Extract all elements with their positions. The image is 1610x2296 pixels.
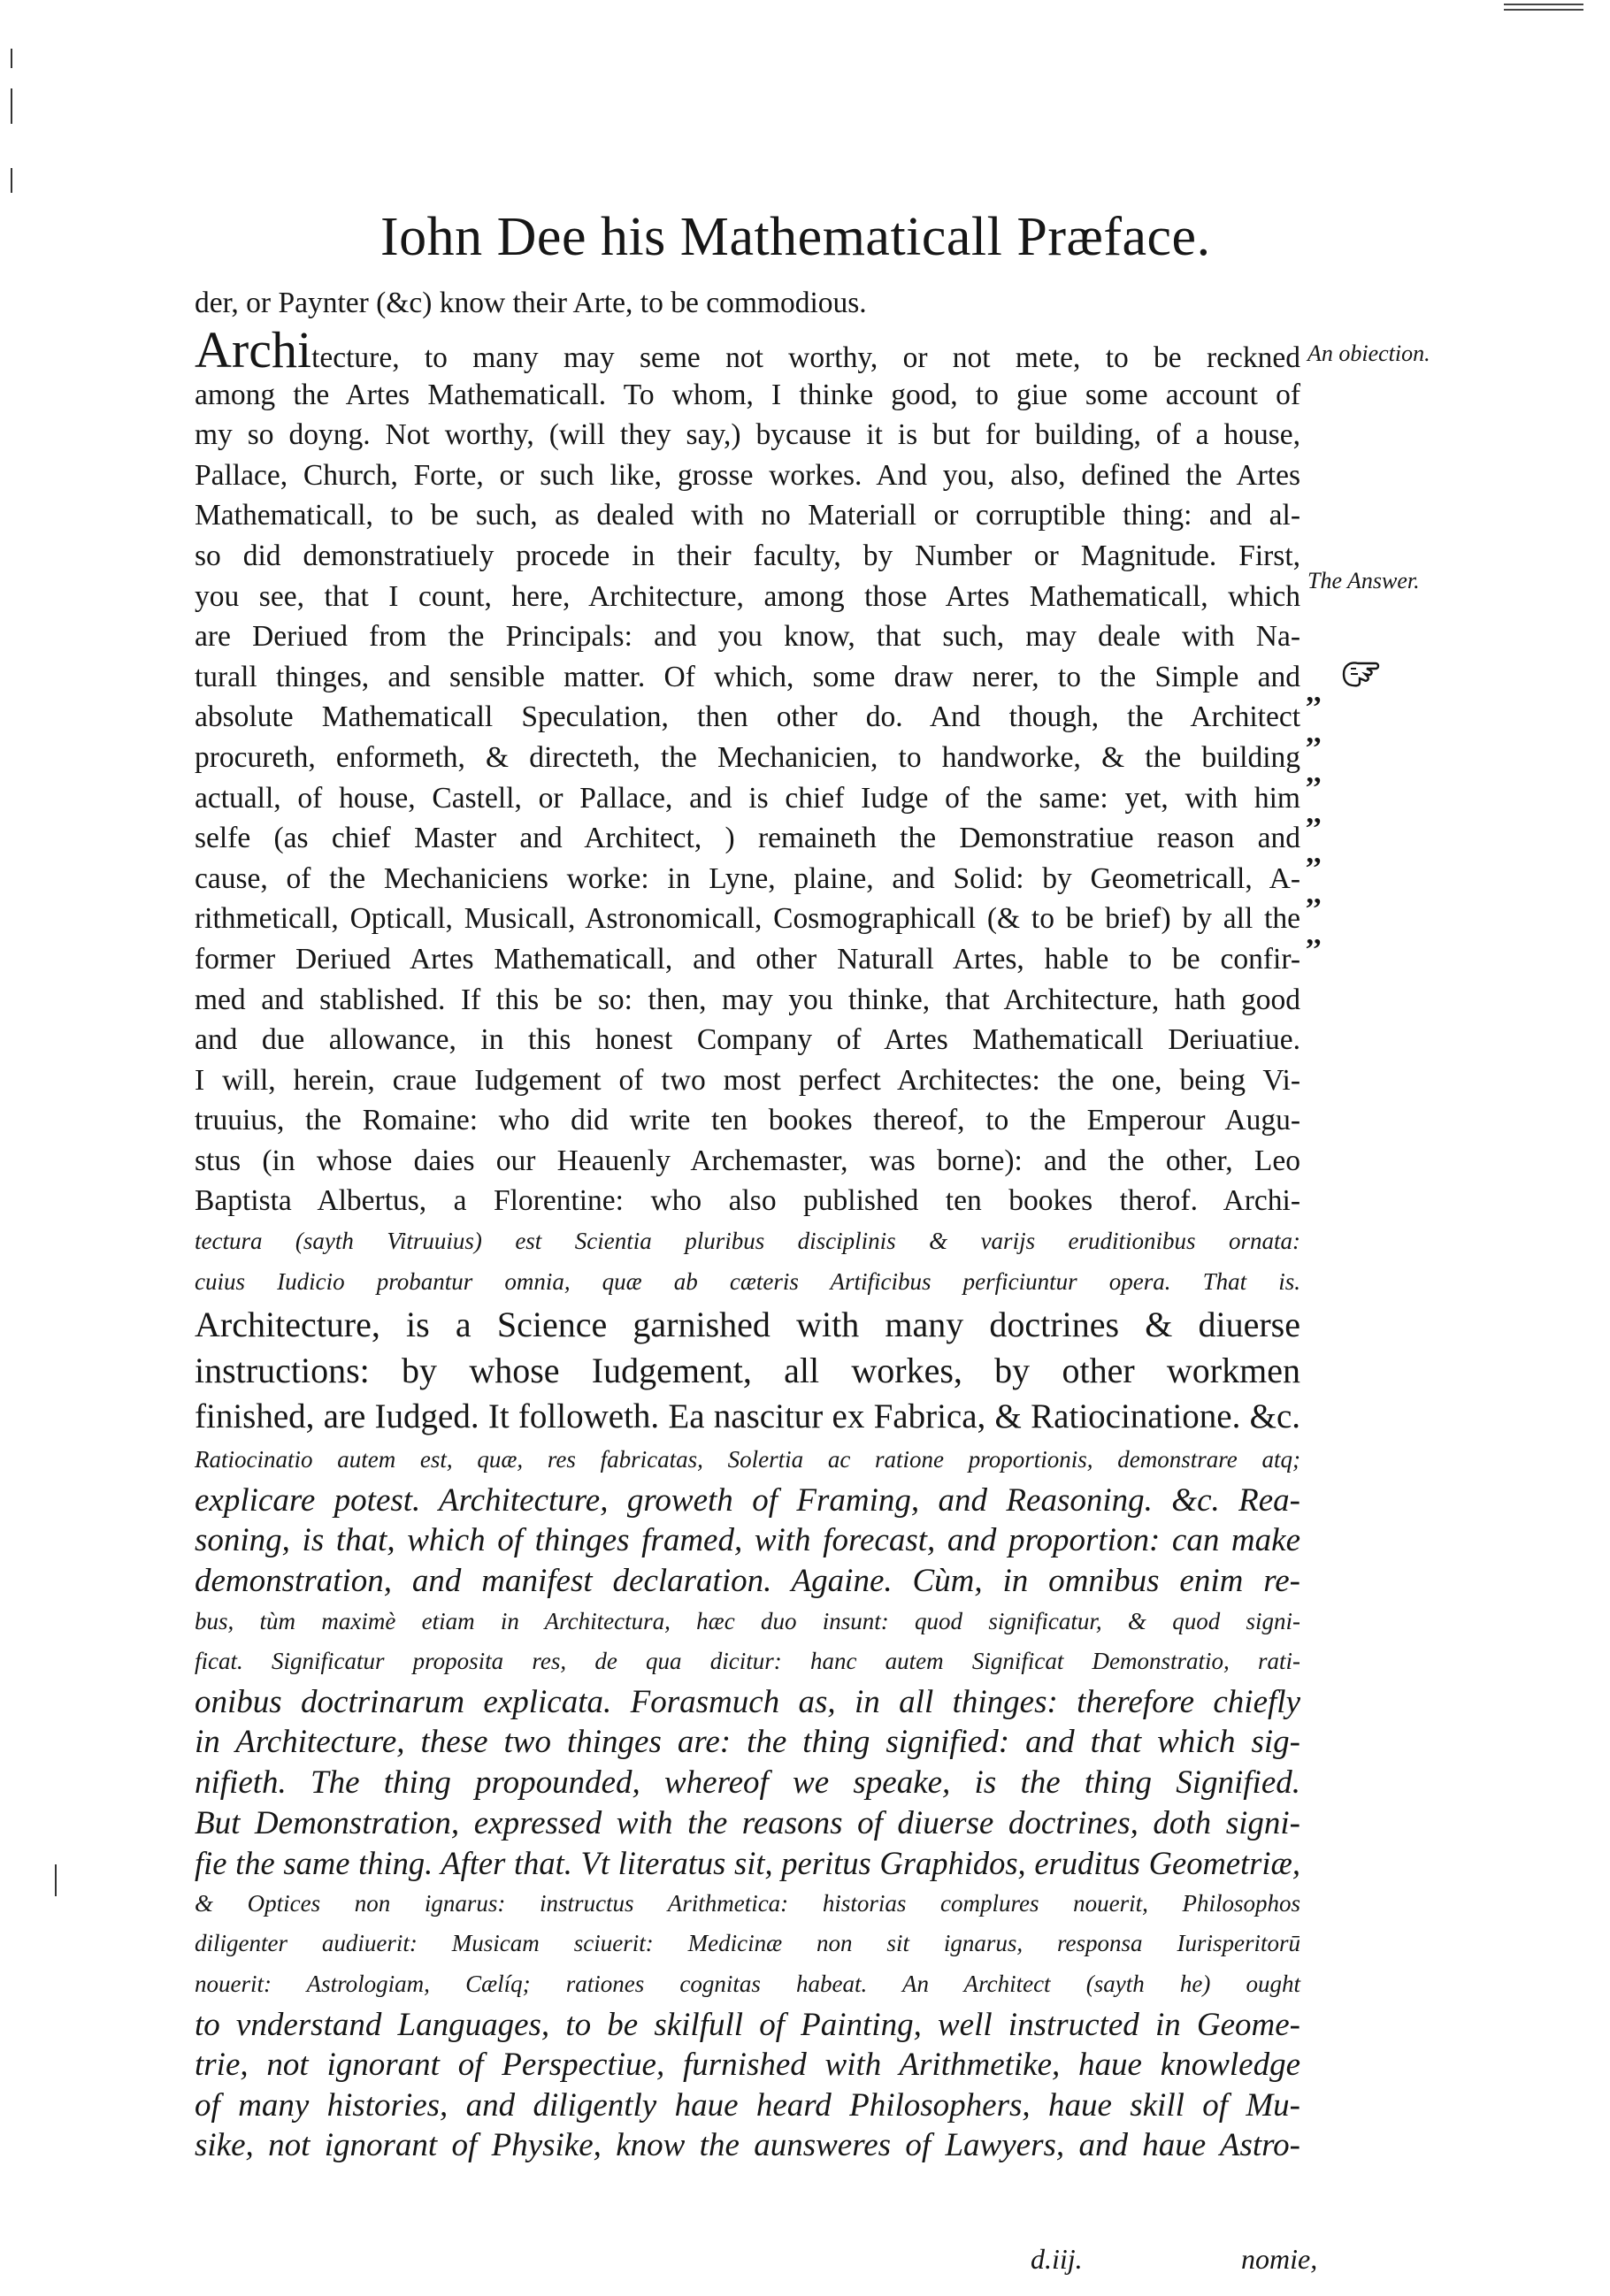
text-line: my so doyng. Not worthy, (will they say,) bycause it is but for building, of a house,: [195, 418, 1300, 452]
text-line: fie the same thing. After that. Vt literatus sit, peritus Graphidos, eruditus Geometriæ,: [195, 1845, 1300, 1882]
text-line: rithmeticall, Opticall, Musicall, Astronomicall, Cosmographicall (& to be brief) by all the: [195, 902, 1300, 936]
quote-mark: ,,: [1306, 917, 1322, 951]
quote-mark: ,,: [1306, 756, 1322, 790]
text-line: I will, herein, craue Iudgement of two most perfect Architectes: the one, being Vi-: [195, 1063, 1300, 1097]
text-line: [195, 2166, 1300, 2207]
text-line: actuall, of house, Castell, or Pallace, and is chief Iudge of the same: yet, with him: [195, 781, 1300, 815]
text-line: instructions: by whose Iudgement, all workes, by other workmen: [195, 1351, 1300, 1391]
text-line: turall thinges, and sensible matter. Of which, some draw nerer, to the Simple and: [195, 660, 1300, 693]
quote-mark: ,,: [1306, 676, 1322, 708]
text-line: selfe (as chief Master and Architect, ) remaineth the Demonstratiue reason and: [195, 822, 1300, 855]
text-line: cause, of the Mechaniciens worke: in Lyne, plaine, and Solid: by Geometricall, A-: [195, 861, 1300, 895]
quote-mark: ,,: [1306, 876, 1322, 910]
text-line: truuius, the Romaine: who did write ten bookes thereof, to the Emperour Augu-: [195, 1104, 1300, 1137]
text-line: soning, is that, which of thinges framed, with forecast, and proportion: can make: [195, 1522, 1300, 1559]
text-line: among the Artes Mathematicall. To whom, I thinke good, to giue some account of: [195, 378, 1300, 411]
text-line: Mathematicall, to be such, as dealed with no Materiall or corruptible thing: and al-: [195, 499, 1300, 532]
text-line: so did demonstratiuely procede in their faculty, by Number or Magnitude. First,: [195, 539, 1300, 572]
text-line: cuius Iudicio probantur omnia, quæ ab cæteris Artificibus perficiuntur opera. That is.: [195, 1267, 1300, 1295]
margin-note-answer: The Answer.: [1307, 568, 1420, 593]
text-line: tectura (sayth Vitruuius) est Scientia pluribus disciplinis & varijs eruditionibus ornata:: [195, 1228, 1300, 1255]
text-line: Pallace, Church, Forte, or such like, grosse workes. And you, also, defined the Artes: [195, 458, 1300, 492]
drop-word: Archi: [195, 320, 312, 379]
text-line: finished, are Iudged. It followeth. Ea nascitur ex Fabrica, & Ratiocinatione. &c.: [195, 1397, 1300, 1436]
text-line: Ratiocinatio autem est, quæ, res fabricatas, Solertia ac ratione proportionis, demonstrare atq;: [195, 1446, 1300, 1473]
manicule-icon: [1340, 656, 1381, 692]
text-line: diligenter audiuerit: Musicam sciuerit: Medicinæ non sit ignarus, responsa Iurisperitorū: [195, 1930, 1300, 1957]
quote-mark: ,,: [1306, 796, 1322, 830]
text-line: you see, that I count, here, Architecture, among those Artes Mathematicall, which: [195, 579, 1300, 613]
corner-rule-mark: [1504, 0, 1583, 14]
text-line: But Demonstration, expressed with the reasons of diuerse doctrines, doth signi-: [195, 1804, 1300, 1841]
text-line: onibus doctrinarum explicata. Forasmuch as, in all thinges: therefore chiefly: [195, 1683, 1300, 1720]
text-line: in Architecture, these two thinges are: the thing signified: and that which sig-: [195, 1724, 1300, 1761]
text-line: absolute Mathematicall Speculation, then other do. And though, the Architect: [195, 700, 1300, 734]
page-title: Iohn Dee his Mathematicall Præface.: [380, 207, 1211, 267]
catchword: nomie,: [1241, 2243, 1318, 2275]
text-line: & Optices non ignarus: instructus Arithmetica: historias complures nouerit, Philosophos: [195, 1889, 1300, 1917]
text-line: explicare potest. Architecture, groweth of Framing, and Reasoning. &c. Rea-: [195, 1481, 1300, 1519]
body-text: [195, 283, 1300, 2207]
marginal-quote-marks: [1300, 672, 1327, 954]
margin-tick: [11, 88, 12, 124]
quote-mark: ,,: [1306, 716, 1322, 749]
margin-tick: [55, 1864, 57, 1896]
text-line: der, or Paynter (&c) know their Arte, to be commodious.: [195, 287, 867, 319]
text-line: and due allowance, in this honest Company of Artes Mathematicall Deriuatiue.: [195, 1023, 1300, 1057]
margin-note-objection: An obiection.: [1307, 341, 1430, 366]
text-line-heading: [195, 320, 1300, 379]
quote-mark: ,,: [1306, 837, 1322, 870]
text-line: ficat. Significatur proposita res, de qua dicitur: hanc autem Significat Demonstratio, rati-: [195, 1648, 1300, 1675]
text-line: former Deriued Artes Mathematicall, and other Naturall Artes, hable to be confir-: [195, 942, 1300, 976]
text-line: Architecture, is a Science garnished with many doctrines & diuerse: [195, 1305, 1300, 1345]
text-line: Baptista Albertus, a Florentine: who also published ten bookes therof. Archi-: [195, 1184, 1300, 1218]
text-line-rest: tecture, to many may seme not worthy, or not mete, to be reckned: [311, 341, 1300, 374]
text-line: sike, not ignorant of Physike, know the aunsweres of Lawyers, and haue Astro-: [195, 2127, 1300, 2164]
text-line: are Deriued from the Principals: and you know, that such, may deale with Na-: [195, 620, 1300, 654]
text-line: stus (in whose daies our Heauenly Archemaster, was borne): and the other, Leo: [195, 1144, 1300, 1177]
text-line: of many histories, and diligently haue heard Philosophers, haue skill of Mu-: [195, 2086, 1300, 2124]
margin-tick: [11, 49, 12, 68]
text-line: med and stablished. If this be so: then, may you thinke, that Architecture, hath good: [195, 983, 1300, 1016]
text-line: demonstration, and manifest declaration. Againe. Cùm, in omnibus enim re-: [195, 1563, 1300, 1600]
signature-mark: d.iij.: [1031, 2243, 1083, 2275]
text-line: procureth, enformeth, & directeth, the Mechanicien, to handworke, & the building: [195, 740, 1300, 774]
text-line: to vnderstand Languages, to be skilfull of Painting, well instructed in Geome-: [195, 2006, 1300, 2043]
text-line: nifieth. The thing propounded, whereof we speake, is the thing Signified.: [195, 1764, 1300, 1801]
margin-tick: [11, 168, 12, 193]
text-line: nouerit: Astrologiam, Cælíq; rationes cognitas habeat. An Architect (sayth he) ought: [195, 1970, 1300, 1997]
text-line: trie, not ignorant of Perspectiue, furnished with Arithmetike, haue knowledge: [195, 2047, 1300, 2084]
text-line: bus, tùm maximè etiam in Architectura, hæc duo insunt: quod significatur, & quod signi-: [195, 1607, 1300, 1634]
